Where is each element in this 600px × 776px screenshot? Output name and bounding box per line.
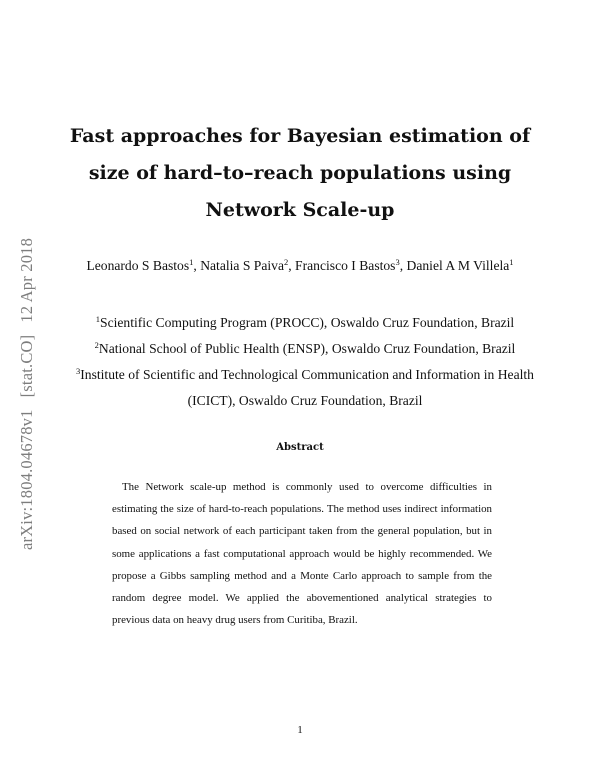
author: Daniel A M Villela [406,258,510,273]
title-line-3: Network Scale-up [205,199,395,221]
affiliation-item [60,310,550,336]
page-number: 1 [297,724,303,736]
author-affiliation-mark: 2 [284,257,289,267]
arxiv-id: arXiv:1804.04678v1 [17,409,36,551]
author-affiliation-mark: 1 [189,257,194,267]
abstract-heading: Abstract [276,442,324,453]
paper-title [60,118,540,229]
title-line-2: size of hard–to–reach populations using [88,162,512,184]
author-affiliation-mark: 3 [395,257,400,267]
affiliation-text: National School of Public Health (ENSP), Oswaldo Cruz Foundation, Brazil [98,341,516,356]
affiliation-number: 2 [94,340,99,350]
author: Natalia S Paiva [200,258,284,273]
author: Francisco I Bastos [295,258,396,273]
author-list: Leonardo S Bastos$^1$, Natalia S Paiva$^2$, Francisco I Bastos$^3$, Daniel A M Villela$^1$ [86,257,514,273]
affiliation-text: Institute of Scientific and Technological Communication and Information in Health (ICICT), Oswaldo Cruz Foundation, Brazil [80,367,534,408]
title-line-1: Fast approaches for Bayesian estimation of [69,125,531,147]
affiliation-list [60,310,550,414]
affiliation-number: 3 [76,366,81,376]
affiliation-number: 1 [95,314,101,324]
arxiv-identifier-stamp [17,238,37,550]
affiliation-item [60,336,550,362]
author: Leonardo S Bastos [86,258,190,273]
author-affiliation-mark: 1 [509,257,514,267]
abstract-text: The Network scale-up method is commonly used to overcome difficulties in estimating the size of hard-to-reach populations. The method uses indirect information based on social network of each participant taken from the general population, but in some applications a fast computational approach would be highly recommended. We propose a Gibbs sampling method and a Monte Carlo approach to sample from the random degree model. We applied the abovementioned analytical strategies to previous data on heavy drug users from Curitiba, Brazil. [112,481,492,627]
arxiv-category: [stat.CO] [17,334,36,398]
arxiv-date: 12 Apr 2018 [17,237,36,323]
affiliation-text: Scientific Computing Program (PROCC), Oswaldo Cruz Foundation, Brazil [100,315,515,330]
affiliation-item [60,362,550,414]
